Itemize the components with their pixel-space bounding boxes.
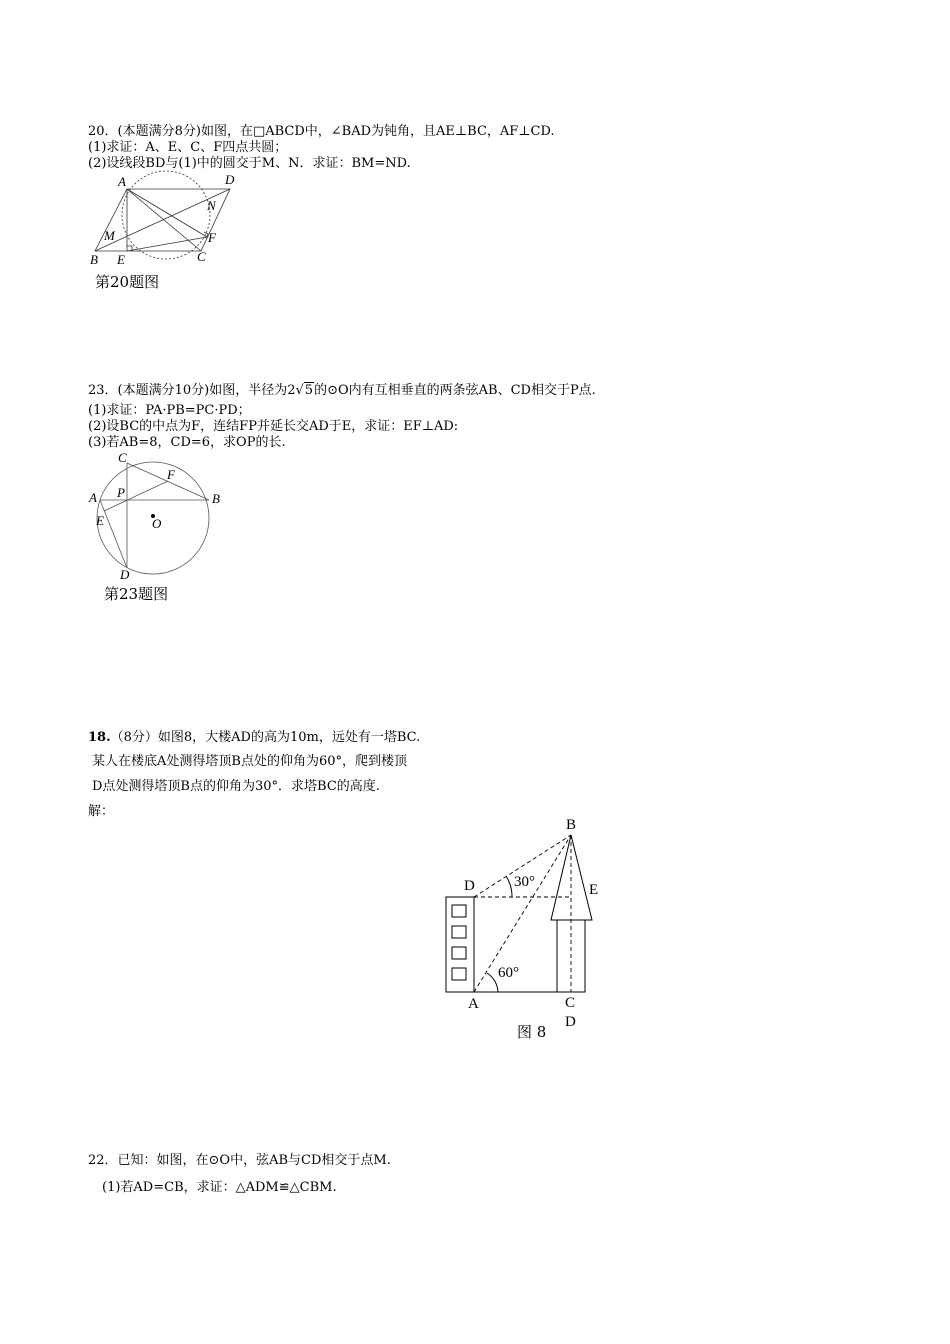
q23-part2: (2)设BC的中点为F，连结FP并延长交AD于E，求证：EF⊥AD: [88,419,459,434]
q23-label-o: O [152,516,162,531]
q20-label-b: B [90,252,98,267]
q18-building [446,897,474,992]
q20-part1: (1)求证：A、E、C、F四点共圆； [88,140,288,155]
q20-label-c: C [197,249,206,264]
q20-circle [122,171,210,259]
q23-statement-post: 的⊙O内有互相垂直的两条弦AB、CD相交于P点. [314,383,596,398]
q23-label-p: P [117,485,125,500]
q23-label-f: F [167,467,175,482]
q18-number: 18. [88,730,111,745]
q20-label-f: F [208,230,216,245]
q20-figure [80,170,250,270]
q18-label-a: A [468,996,479,1012]
q18-label-d: D [464,878,475,894]
q18-window [452,968,466,980]
q23-label-a: A [89,490,97,505]
q23-figure [80,450,240,585]
q18-angle-arc-60 [487,973,498,992]
q22-part1: (1)若AD=CB，求证：△ADM≌△CBM. [102,1180,337,1195]
q18-angle-arc-30 [506,876,512,897]
q20-label-n: N [207,198,216,213]
q18-window [452,926,466,938]
q18-figure [430,810,630,1040]
q23-segment-fe [104,481,168,511]
q18-label-d2: D [565,1014,576,1030]
q20-segment-ef [127,237,207,251]
q20-diagonal-ac [127,189,201,251]
q18-statement [88,730,420,746]
q20-caption: 第20题图 [95,273,160,291]
q18-window [452,947,466,959]
q23-sqrt: √5 [295,383,314,398]
q18-line2: 某人在楼底A处测得塔顶B点处的仰角为60°，爬到楼顶 [92,754,407,769]
q18-tower-top [551,835,592,920]
q20-label-m: M [104,228,115,243]
q23-part3: (3)若AB=8，CD=6，求OP的长. [88,435,286,450]
q18-line3: D点处测得塔顶B点的仰角为30°．求塔BC的高度. [92,779,380,794]
q18-label-c: C [565,995,576,1011]
q23-caption: 第23题图 [104,585,169,603]
q20-label-a: A [118,174,126,189]
q18-sight-line-a [474,835,571,992]
q23-label-b: B [212,491,220,506]
q23-statement-pre: 23．(本题满分10分)如图，半径为2 [88,383,296,398]
q18-line1: （8分）如图8，大楼AD的高为10m，远处有一塔BC. [110,730,421,745]
q18-window [452,905,466,917]
q18-label-e: E [589,882,599,898]
q22-statement: 22．已知：如图，在⊙O中，弦AB与CD相交于点M. [88,1153,391,1168]
q20-part2: (2)设线段BD与(1)中的圆交于M、N．求证：BM=ND. [88,156,411,171]
q23-label-c: C [118,450,127,465]
q23-part1: (1)求证：PA·PB=PC·PD； [88,403,251,418]
q18-label-angle60: 60° [498,965,519,981]
q18-answer-label: 解： [88,804,115,819]
q23-label-e: E [96,513,104,528]
q18-label-b: B [566,817,577,833]
q18-label-angle30: 30° [514,874,535,890]
q20-segment-af [127,189,207,237]
q23-statement [88,383,596,399]
q23-radicand: 5 [304,383,314,398]
q20-label-e: E [117,252,125,267]
q18-caption: 图 8 [517,1023,547,1041]
q20-statement: 20．(本题满分8分)如图，在□ABCD中，∠BAD为钝角，且AE⊥BC，AF⊥CD. [88,124,555,139]
q20-label-d: D [225,172,235,187]
q23-label-d: D [120,567,130,582]
